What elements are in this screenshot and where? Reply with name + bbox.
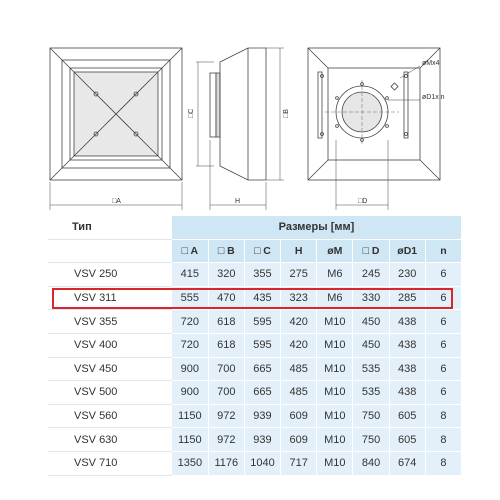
table-body	[48, 263, 462, 475]
row-value: 939	[244, 428, 280, 452]
row-value: 750	[353, 404, 389, 428]
row-value: 320	[208, 263, 244, 287]
col-header-h: H	[281, 239, 317, 263]
side-flange	[210, 73, 216, 137]
row-value: 8	[425, 451, 461, 475]
row-value: M10	[317, 428, 353, 452]
row-value: 355	[244, 263, 280, 287]
row-value: M6	[317, 286, 353, 310]
row-value: 450	[353, 333, 389, 357]
row-type: VSV 250	[48, 263, 172, 287]
type-header-blank	[48, 239, 172, 263]
row-value: M6	[317, 263, 353, 287]
front-view	[50, 48, 182, 210]
table-row	[48, 404, 462, 428]
side-body	[220, 48, 266, 180]
row-value: 605	[389, 428, 425, 452]
row-value: 900	[172, 381, 208, 405]
mount-hole	[405, 133, 408, 136]
col-header-a: □ A	[172, 239, 208, 263]
row-value: 618	[208, 310, 244, 334]
flange-hole	[336, 125, 339, 128]
row-value: 1150	[172, 428, 208, 452]
side-flange-band	[216, 73, 220, 137]
table-row	[48, 286, 462, 310]
dim-label-b: □B	[283, 109, 290, 118]
technical-drawing	[0, 0, 500, 215]
row-value: 285	[389, 286, 425, 310]
row-value: M10	[317, 451, 353, 475]
row-value: 720	[172, 333, 208, 357]
row-value: 665	[244, 357, 280, 381]
table-row	[48, 263, 462, 287]
row-value: 1040	[244, 451, 280, 475]
table-row	[48, 310, 462, 334]
row-value: 6	[425, 310, 461, 334]
col-header-d1: øD1	[389, 239, 425, 263]
row-value: 450	[353, 310, 389, 334]
row-value: M10	[317, 333, 353, 357]
row-value: 6	[425, 381, 461, 405]
row-value: 330	[353, 286, 389, 310]
table-row	[48, 357, 462, 381]
row-value: 438	[389, 381, 425, 405]
row-value: 6	[425, 286, 461, 310]
row-value: 438	[389, 310, 425, 334]
row-value: M10	[317, 357, 353, 381]
row-value: M10	[317, 404, 353, 428]
row-value: 275	[281, 263, 317, 287]
row-type: VSV 311	[48, 286, 172, 310]
drawing-svg	[0, 0, 500, 215]
row-value: 230	[389, 263, 425, 287]
row-type: VSV 500	[48, 381, 172, 405]
row-value: 435	[244, 286, 280, 310]
row-value: 535	[353, 381, 389, 405]
table-subheader-row	[48, 239, 462, 263]
mount-marker	[391, 83, 398, 90]
col-header-n: n	[425, 239, 461, 263]
row-value: 6	[425, 357, 461, 381]
row-value: 900	[172, 357, 208, 381]
row-value: 700	[208, 381, 244, 405]
col-header-c: □ C	[244, 239, 280, 263]
row-value: 245	[353, 263, 389, 287]
table-header-row	[48, 216, 462, 239]
row-value: 595	[244, 333, 280, 357]
row-value: 605	[389, 404, 425, 428]
row-value: 470	[208, 286, 244, 310]
row-type: VSV 560	[48, 404, 172, 428]
row-value: 609	[281, 428, 317, 452]
row-value: 665	[244, 381, 280, 405]
col-header-b: □ B	[208, 239, 244, 263]
row-value: 1350	[172, 451, 208, 475]
row-type: VSV 355	[48, 310, 172, 334]
row-value: 420	[281, 310, 317, 334]
row-value: 485	[281, 357, 317, 381]
spec-table	[48, 216, 462, 476]
back-corner-line	[308, 160, 328, 180]
row-value: 415	[172, 263, 208, 287]
row-value: 438	[389, 333, 425, 357]
dim-label-d: □D	[358, 198, 368, 205]
row-value: 8	[425, 428, 461, 452]
table-row	[48, 333, 462, 357]
row-value: 717	[281, 451, 317, 475]
row-value: 6	[425, 263, 461, 287]
flange-hole	[386, 97, 389, 100]
side-view	[196, 48, 284, 210]
back-corner-line	[420, 160, 440, 180]
flange-hole	[336, 97, 339, 100]
dim-label-a: □A	[112, 198, 121, 205]
back-corner-line	[308, 48, 328, 68]
row-value: 720	[172, 310, 208, 334]
row-value: 8	[425, 404, 461, 428]
row-value: 555	[172, 286, 208, 310]
row-value: 840	[353, 451, 389, 475]
table-row	[48, 428, 462, 452]
sizes-header: Размеры [мм]	[172, 216, 462, 239]
dim-label-h: H	[235, 198, 241, 205]
row-value: 939	[244, 404, 280, 428]
row-value: M10	[317, 310, 353, 334]
label-mount-hole: øMx4	[422, 60, 440, 67]
row-value: 438	[389, 357, 425, 381]
back-view	[308, 48, 440, 210]
label-flange-hole: øD1x n	[422, 94, 445, 101]
flange-hole	[386, 125, 389, 128]
table-row	[48, 381, 462, 405]
row-value: 1150	[172, 404, 208, 428]
row-value: 535	[353, 357, 389, 381]
row-type: VSV 400	[48, 333, 172, 357]
row-value: 972	[208, 428, 244, 452]
back-mount-rail	[318, 72, 322, 138]
row-value: 1176	[208, 451, 244, 475]
type-header: Тип	[48, 216, 172, 239]
row-value: 420	[281, 333, 317, 357]
row-value: 6	[425, 333, 461, 357]
row-value: M10	[317, 381, 353, 405]
row-type: VSV 450	[48, 357, 172, 381]
row-value: 595	[244, 310, 280, 334]
row-value: 750	[353, 428, 389, 452]
row-value: 674	[389, 451, 425, 475]
row-type: VSV 710	[48, 451, 172, 475]
table-row	[48, 451, 462, 475]
row-value: 609	[281, 404, 317, 428]
row-value: 972	[208, 404, 244, 428]
back-mount-rail	[404, 72, 408, 138]
col-header-d: □ D	[353, 239, 389, 263]
row-type: VSV 630	[48, 428, 172, 452]
col-header-m: øM	[317, 239, 353, 263]
dim-label-c: □C	[188, 108, 195, 118]
row-value: 700	[208, 357, 244, 381]
row-value: 618	[208, 333, 244, 357]
row-value: 323	[281, 286, 317, 310]
row-value: 485	[281, 381, 317, 405]
